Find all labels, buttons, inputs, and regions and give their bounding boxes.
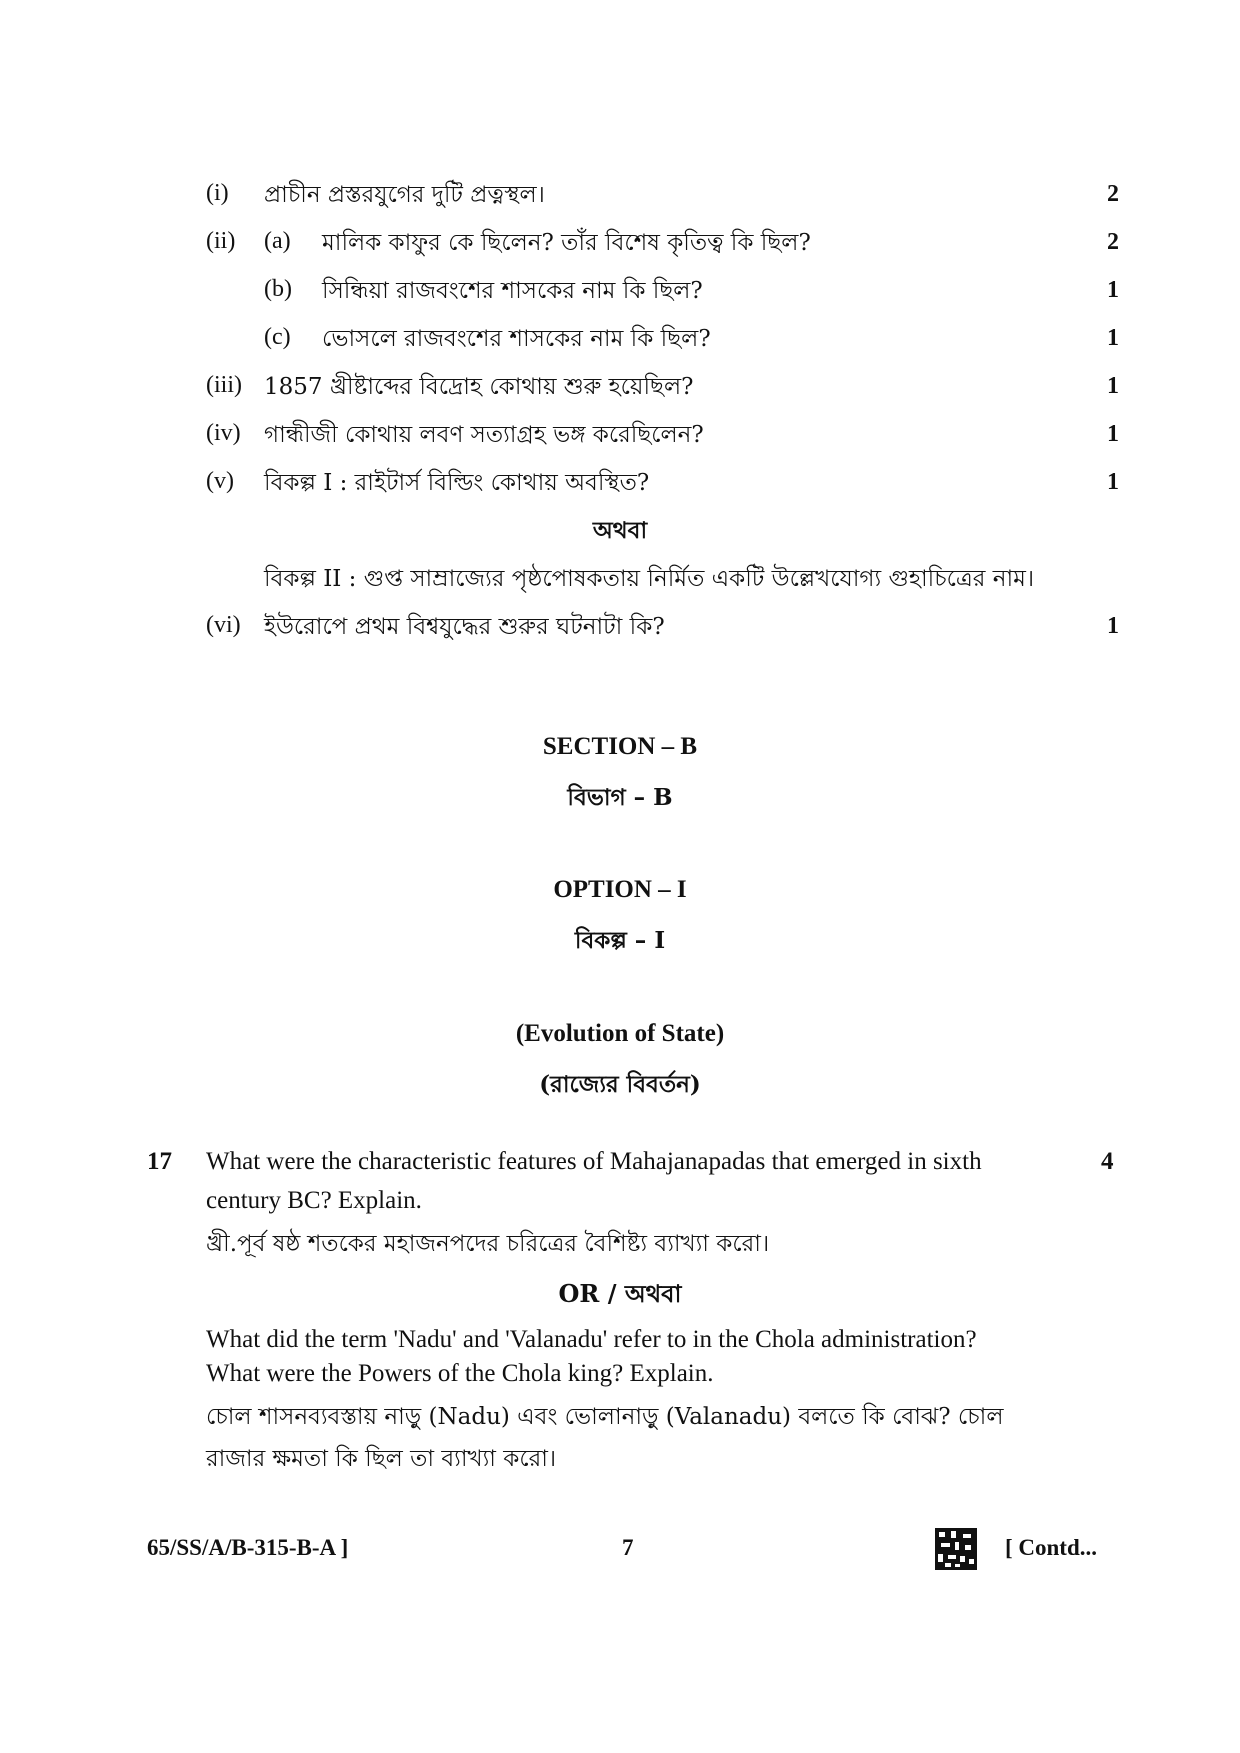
qr-code-icon — [935, 1528, 977, 1570]
alt-question-bengali-line1: চোল শাসনব্যবস্তায় নাড়ু (Nadu) এবং ভোলানাড়ু (Valanadu) বলতে কি বোঝ? চোল — [206, 1404, 1004, 1430]
option-heading-bengali: বিকল্প – I — [574, 927, 666, 954]
item-label: (ii) — [206, 228, 236, 254]
item-sublabel: (c) — [264, 324, 291, 350]
alt-question-bengali-line2: রাজার ক্ষমতা কি ছিল তা ব্যাখ্যা করো। — [206, 1446, 557, 1472]
item-marks: 1 — [1107, 613, 1119, 639]
item-text: ভোসলে রাজবংশের শাসকের নাম কি ছিল? — [322, 326, 711, 352]
topic-heading: (Evolution of State) — [515, 1020, 725, 1047]
question-text-bengali: খ্রী.পূর্ব ষষ্ঠ শতকের মহাজনপদের চরিত্রের বৈশিষ্ট্য ব্যাখ্যা করো। — [206, 1231, 770, 1257]
item-text: বিকল্প I : রাইটার্স বিল্ডিং কোথায় অবস্থিত? — [264, 470, 650, 496]
item-marks: 2 — [1107, 229, 1119, 255]
paper-code: 65/SS/A/B-315-B-A ] — [147, 1535, 349, 1560]
continued-label: [ Contd... — [1005, 1535, 1098, 1560]
item-label: (v) — [206, 468, 234, 494]
topic-heading-bengali: (রাজ্যের বিবর্তন) — [539, 1071, 701, 1098]
item-sublabel: (a) — [264, 228, 291, 254]
item-marks: 1 — [1107, 277, 1119, 303]
item-text: ইউরোপে প্রথম বিশ্বযুদ্ধের শুরুর ঘটনাটা কি? — [264, 614, 665, 640]
alt-question-line2: What were the Powers of the Chola king? Explain. — [206, 1360, 714, 1387]
page-number: 7 — [622, 1535, 634, 1560]
or-divider: অথবা — [592, 517, 648, 544]
question-marks: 4 — [1101, 1148, 1114, 1175]
item-text: 1857 খ্রীষ্টাব্দের বিদ্রোহ কোথায় শুরু হয়েছিল? — [264, 374, 694, 400]
item-text: মালিক কাফুর কে ছিলেন? তাঁর বিশেষ কৃতিত্ব কি ছিল? — [322, 230, 811, 256]
section-heading: SECTION – B — [542, 733, 698, 760]
question-number: 17 — [147, 1148, 172, 1175]
question-text-line1: What were the characteristic features of Mahajanapadas that emerged in sixth — [206, 1148, 982, 1175]
alt-question-line1: What did the term 'Nadu' and 'Valanadu' refer to in the Chola administration? — [206, 1326, 977, 1353]
item-label: (vi) — [206, 612, 241, 638]
item-label: (iii) — [206, 372, 242, 398]
or-divider: OR / অথবা — [558, 1279, 682, 1308]
item-marks: 2 — [1107, 181, 1119, 207]
item-marks: 1 — [1107, 325, 1119, 351]
item-marks: 1 — [1107, 421, 1119, 447]
item-label: (iv) — [206, 420, 241, 446]
question-text-line2: century BC? Explain. — [206, 1187, 422, 1214]
item-sublabel: (b) — [264, 276, 292, 302]
item-label: (i) — [206, 180, 229, 206]
item-text: গান্ধীজী কোথায় লবণ সত্যাগ্রহ ভঙ্গ করেছিলেন? — [264, 422, 704, 448]
item-marks: 1 — [1107, 469, 1119, 495]
item-text: সিন্ধিয়া রাজবংশের শাসকের নাম কি ছিল? — [322, 278, 703, 304]
item-marks: 1 — [1107, 373, 1119, 399]
item-text: প্রাচীন প্রস্তরযুগের দুটি প্রত্নস্থল। — [264, 182, 545, 208]
section-heading-bengali: বিভাগ – B — [567, 784, 673, 811]
option-2-text: বিকল্প II : গুপ্ত সাম্রাজ্যের পৃষ্ঠপোষকতায় নির্মিত একটি উল্লেখযোগ্য গুহাচিত্রের নাম। — [264, 566, 1035, 592]
option-heading: OPTION – I — [553, 876, 687, 903]
